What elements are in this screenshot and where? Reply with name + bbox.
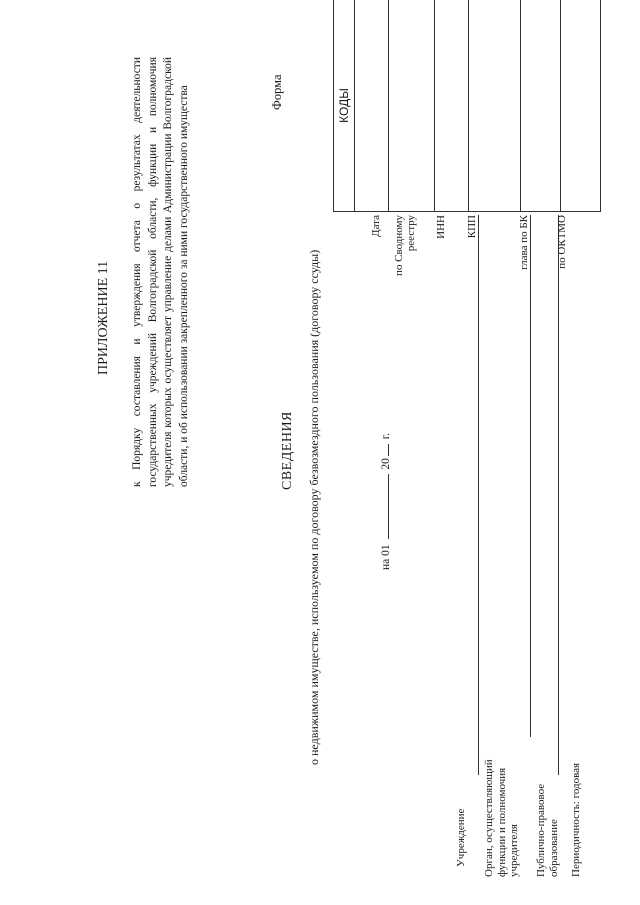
code-label-registry: по Сводному реестру — [393, 215, 417, 277]
date-year-prefix: 20 — [380, 458, 392, 470]
field-label-institution: Учреждение — [455, 808, 467, 867]
appendix-title: ПРИЛОЖЕНИЕ 11 — [96, 260, 111, 375]
date-day-month-blank[interactable] — [378, 474, 389, 539]
code-cell-oktmo[interactable] — [561, 0, 601, 212]
code-label-date: Дата — [370, 215, 382, 237]
code-label-bk-chapter: глава по БК — [518, 215, 530, 270]
code-cell-inn[interactable] — [435, 0, 469, 212]
field-label-periodicity: Периодичность: годовая — [570, 762, 582, 877]
code-cell-registry[interactable] — [389, 0, 435, 212]
code-cell-date[interactable] — [355, 0, 389, 212]
codes-header: КОДЫ — [334, 0, 355, 212]
codes-table — [333, 0, 601, 212]
field-line-founder-body[interactable] — [530, 215, 531, 737]
date-prefix: на 01 — [380, 544, 392, 570]
page-subtitle: о недвижимом имуществе, используемом по договору безвозмездного пользования (договору ссуды) — [307, 249, 321, 765]
form-label: Форма — [270, 74, 284, 110]
date-year-blank[interactable] — [378, 444, 389, 456]
code-label-oktmo: по ОКТМО — [556, 215, 568, 269]
order-reference-text: к Порядку составления и утверждения отчета о результатах деятельности государственных учреждений Волгоградской области, функции и полномочия учредителя которых осуществляет управление делами Администрации Волгоградской области, и об использовании закрепленного за ними государственного имущества — [131, 57, 190, 487]
code-label-kpp: КПП — [466, 215, 478, 239]
field-label-public-entity: Публично-правовое образование — [535, 783, 560, 877]
report-date-line — [378, 433, 392, 570]
field-line-institution[interactable] — [478, 215, 479, 775]
code-cell-kpp[interactable] — [469, 0, 521, 212]
code-cell-bk-chapter[interactable] — [521, 0, 561, 212]
page-title: СВЕДЕНИЯ — [280, 411, 295, 490]
date-suffix: г. — [380, 432, 392, 440]
code-label-inn: ИНН — [435, 215, 447, 239]
field-label-founder-body: Орган, осуществляющий функции и полномочия учредителя — [483, 759, 520, 877]
